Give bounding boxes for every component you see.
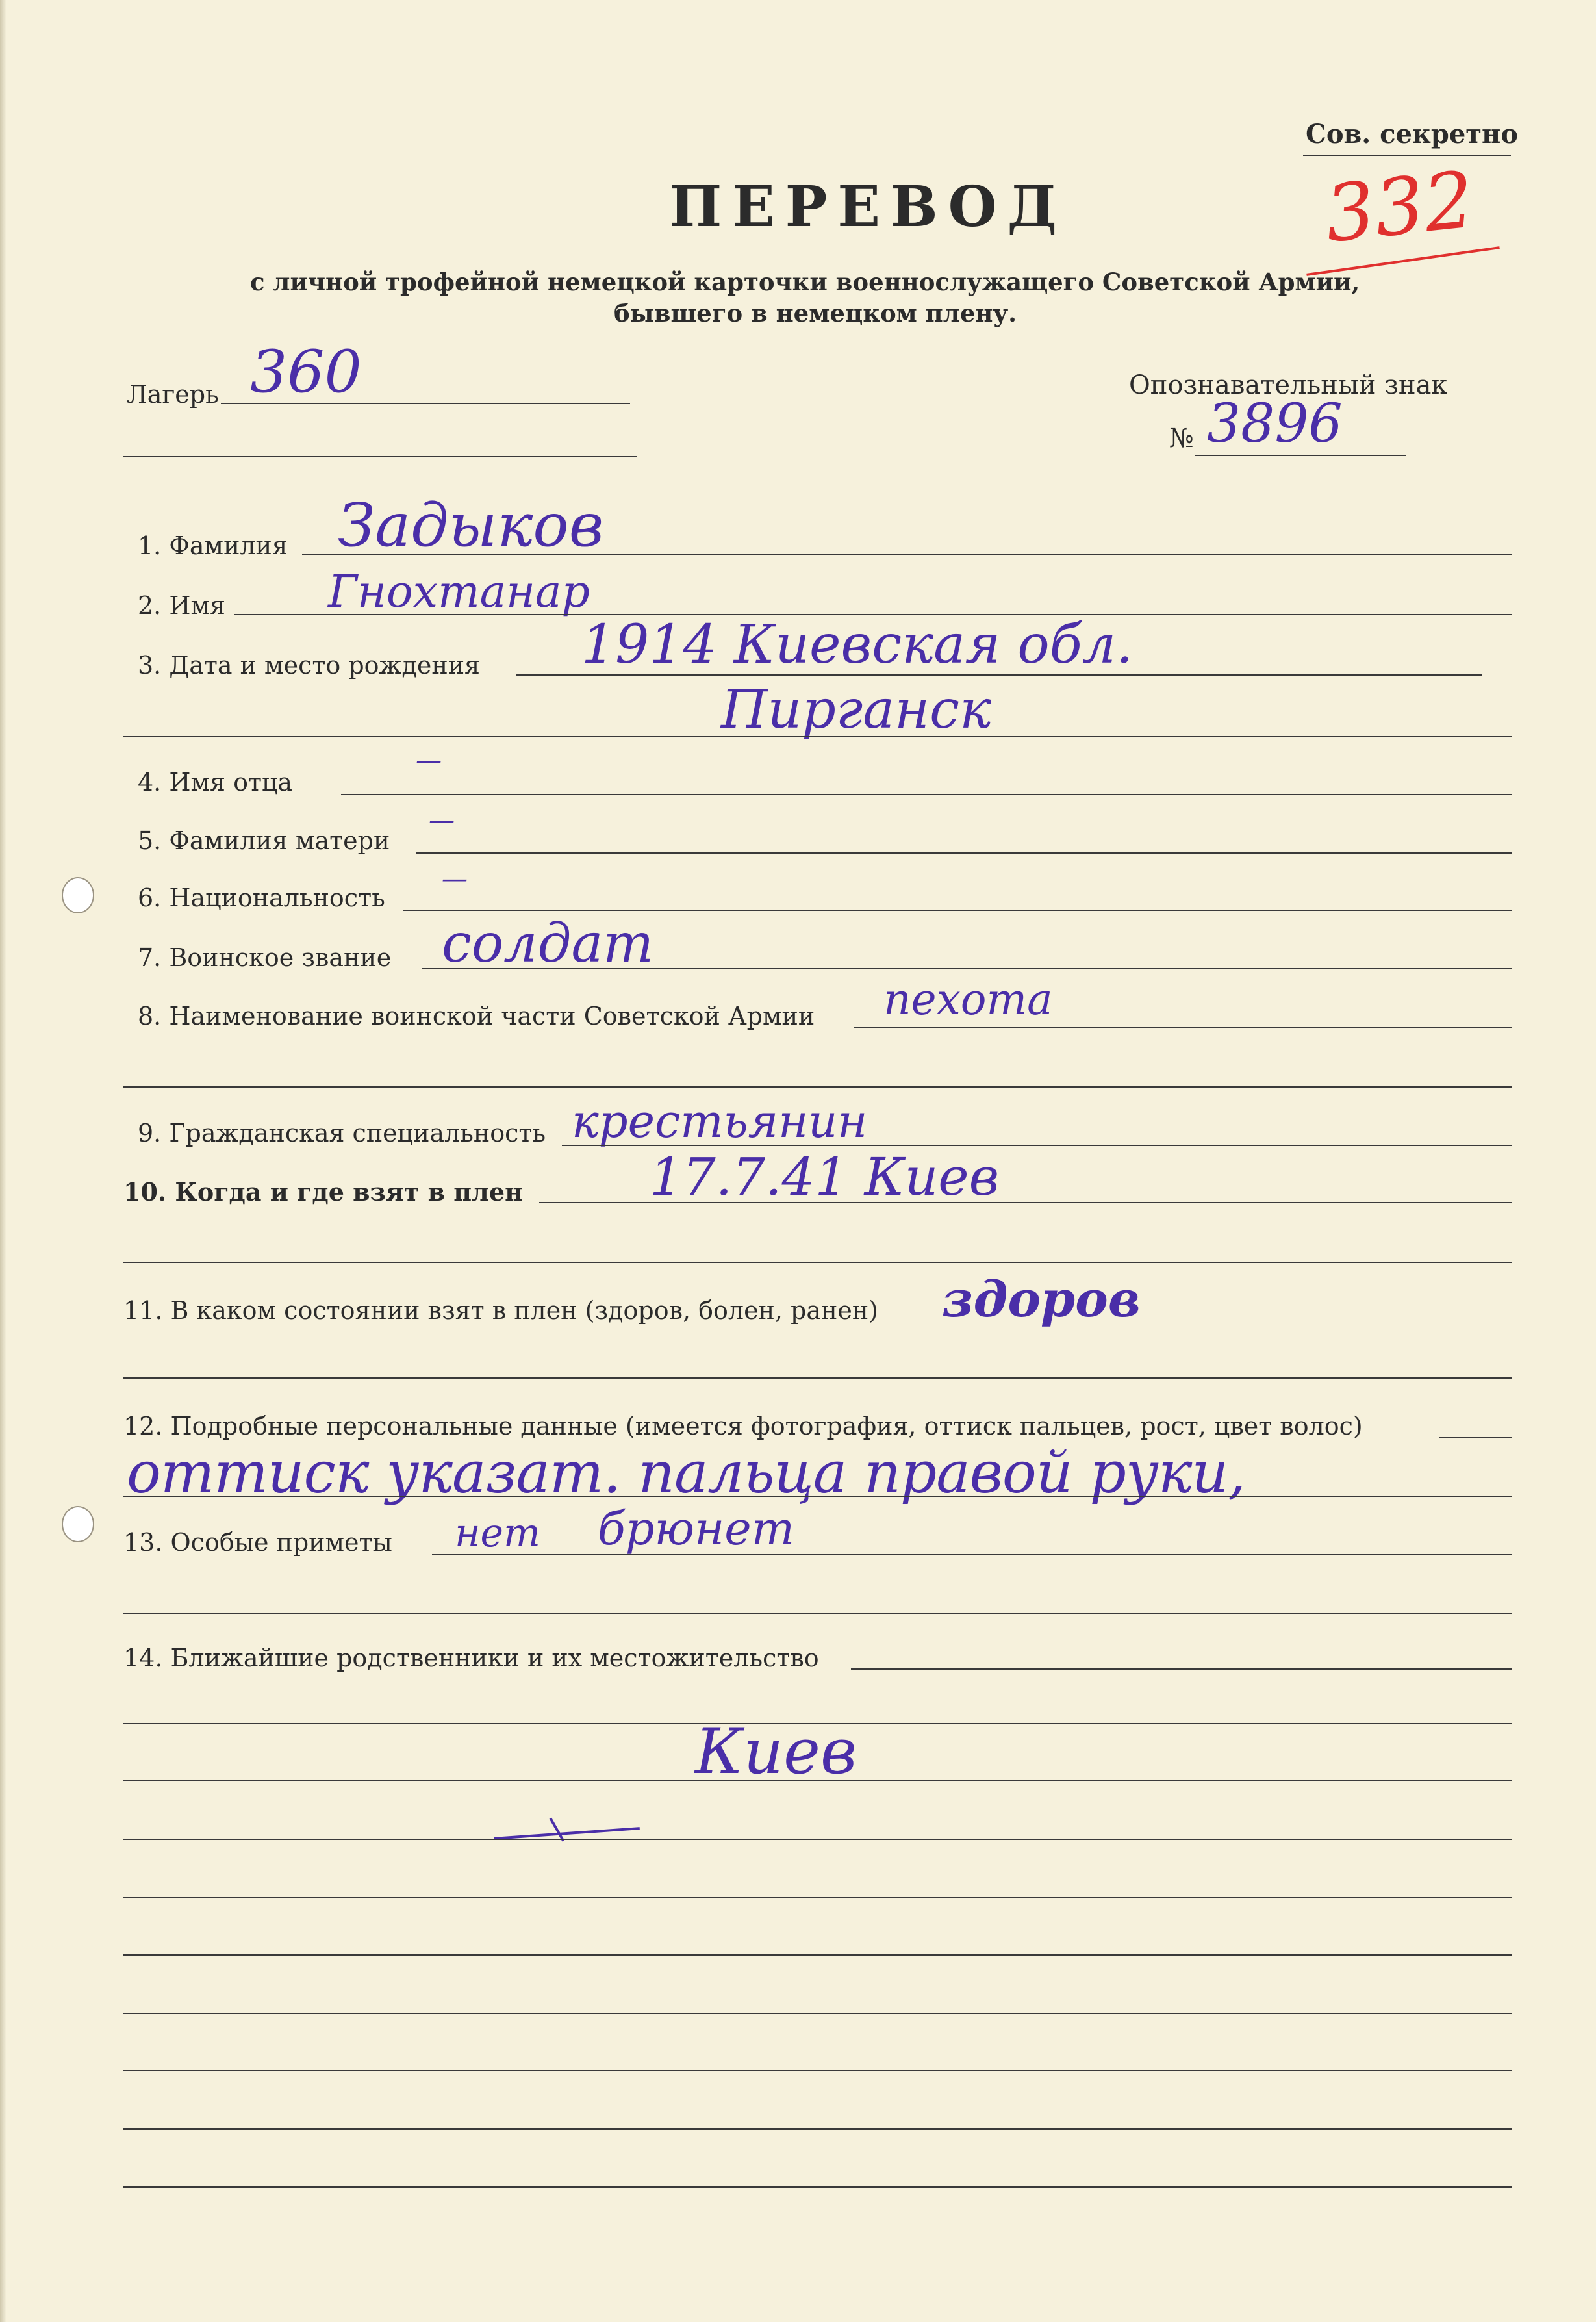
field-12-line (1439, 1437, 1512, 1438)
field-9-line (562, 1145, 1512, 1146)
field-4-line (341, 794, 1512, 795)
camp-value: 360 (250, 338, 362, 406)
subtitle-line-2: бывшего в немецком плену. (614, 299, 1017, 327)
field-8-line-2 (123, 1086, 1512, 1088)
page-title: ПЕРЕВОД (669, 174, 1068, 240)
camp-line-2 (123, 456, 637, 457)
field-11-line (123, 1377, 1512, 1379)
subtitle-line-1: с личной трофейной немецкой карточки военнослужащего Советской Армии, (250, 268, 1360, 296)
punch-hole-bottom (62, 1506, 94, 1542)
field-8-label: 8. Наименование воинской части Советской Армии (138, 1002, 815, 1030)
field-7-label: 7. Воинское звание (138, 943, 392, 972)
handwritten-cross-stroke (494, 1827, 640, 1840)
field-7-line (422, 968, 1512, 969)
field-3-label: 3. Дата и место рождения (138, 651, 481, 680)
field-10-line (539, 1202, 1512, 1203)
id-tag-line (1195, 455, 1406, 456)
id-tag-value: 3896 (1207, 393, 1343, 455)
field-11-value: здоров (942, 1270, 1141, 1328)
blank-line-2 (123, 1897, 1512, 1898)
field-9-label: 9. Гражданская специальность (138, 1119, 546, 1147)
field-3-line (516, 674, 1482, 676)
punch-hole-top (62, 877, 94, 913)
paper-edge (0, 0, 6, 2322)
field-3-line-2 (123, 736, 1512, 737)
field-11-label: 11. В каком состоянии взят в плен (здоров, болен, ранен) (123, 1296, 878, 1325)
field-6-label: 6. Национальность (138, 884, 385, 912)
field-14-line-3 (123, 1780, 1512, 1781)
field-3-value-2: Пирганск (721, 679, 992, 741)
field-13-line (432, 1554, 1512, 1555)
field-10-label: 10. Когда и где взят в плен (123, 1177, 523, 1206)
field-13-label: 13. Особые приметы (123, 1528, 392, 1557)
field-2-value: Гнохтанар (328, 567, 590, 618)
field-5-value: — (429, 806, 455, 836)
red-handwritten-number: 332 (1321, 155, 1478, 261)
id-tag-number-prefix: № (1169, 424, 1194, 453)
field-3-value: 1914 Киевская обл. (581, 614, 1134, 676)
blank-line-7 (123, 2186, 1512, 2188)
camp-line (221, 403, 630, 404)
field-6-line (403, 910, 1512, 911)
field-4-value: — (416, 746, 442, 776)
field-14-label: 14. Ближайшие родственники и их местожительство (123, 1644, 819, 1672)
field-6-value: — (442, 864, 468, 894)
field-5-line (416, 852, 1512, 854)
field-9-value: крестьянин (572, 1095, 868, 1148)
handwritten-cross-tick (550, 1817, 567, 1842)
field-5-label: 5. Фамилия матери (138, 826, 390, 855)
field-4-label: 4. Имя отца (138, 768, 293, 797)
field-14-value: Киев (695, 1715, 857, 1788)
blank-line-4 (123, 2013, 1512, 2014)
field-13-value: нет (455, 1511, 540, 1556)
field-12-value: оттиск указат. пальца правой руки, (127, 1439, 1246, 1506)
blank-line-6 (123, 2128, 1512, 2130)
blank-line-5 (123, 2070, 1512, 2071)
field-13-value-tail: брюнет (598, 1502, 795, 1555)
field-13-line-2 (123, 1613, 1512, 1614)
field-8-line (854, 1027, 1512, 1028)
id-tag-label: Опознавательный знак (1129, 370, 1448, 400)
field-14-line (851, 1668, 1512, 1670)
field-1-line (302, 554, 1512, 555)
classification-underline (1303, 155, 1511, 156)
field-12-label: 12. Подробные персональные данные (имеется фотография, оттиск пальцев, рост, цвет волос) (123, 1412, 1363, 1440)
classification-label: Сов. секретно (1306, 119, 1519, 149)
field-10-line-2 (123, 1262, 1512, 1263)
camp-label: Лагерь (127, 380, 219, 409)
field-12-line-2 (123, 1496, 1512, 1497)
field-7-value: солдат (442, 913, 654, 975)
field-1-value: Задыков (338, 491, 604, 560)
field-2-label: 2. Имя (138, 591, 226, 620)
field-10-value: 17.7.41 Киев (650, 1147, 1000, 1207)
field-1-label: 1. Фамилия (138, 531, 288, 560)
blank-line-3 (123, 1954, 1512, 1956)
blank-line-1 (123, 1839, 1512, 1840)
field-8-value: пехота (883, 975, 1053, 1025)
